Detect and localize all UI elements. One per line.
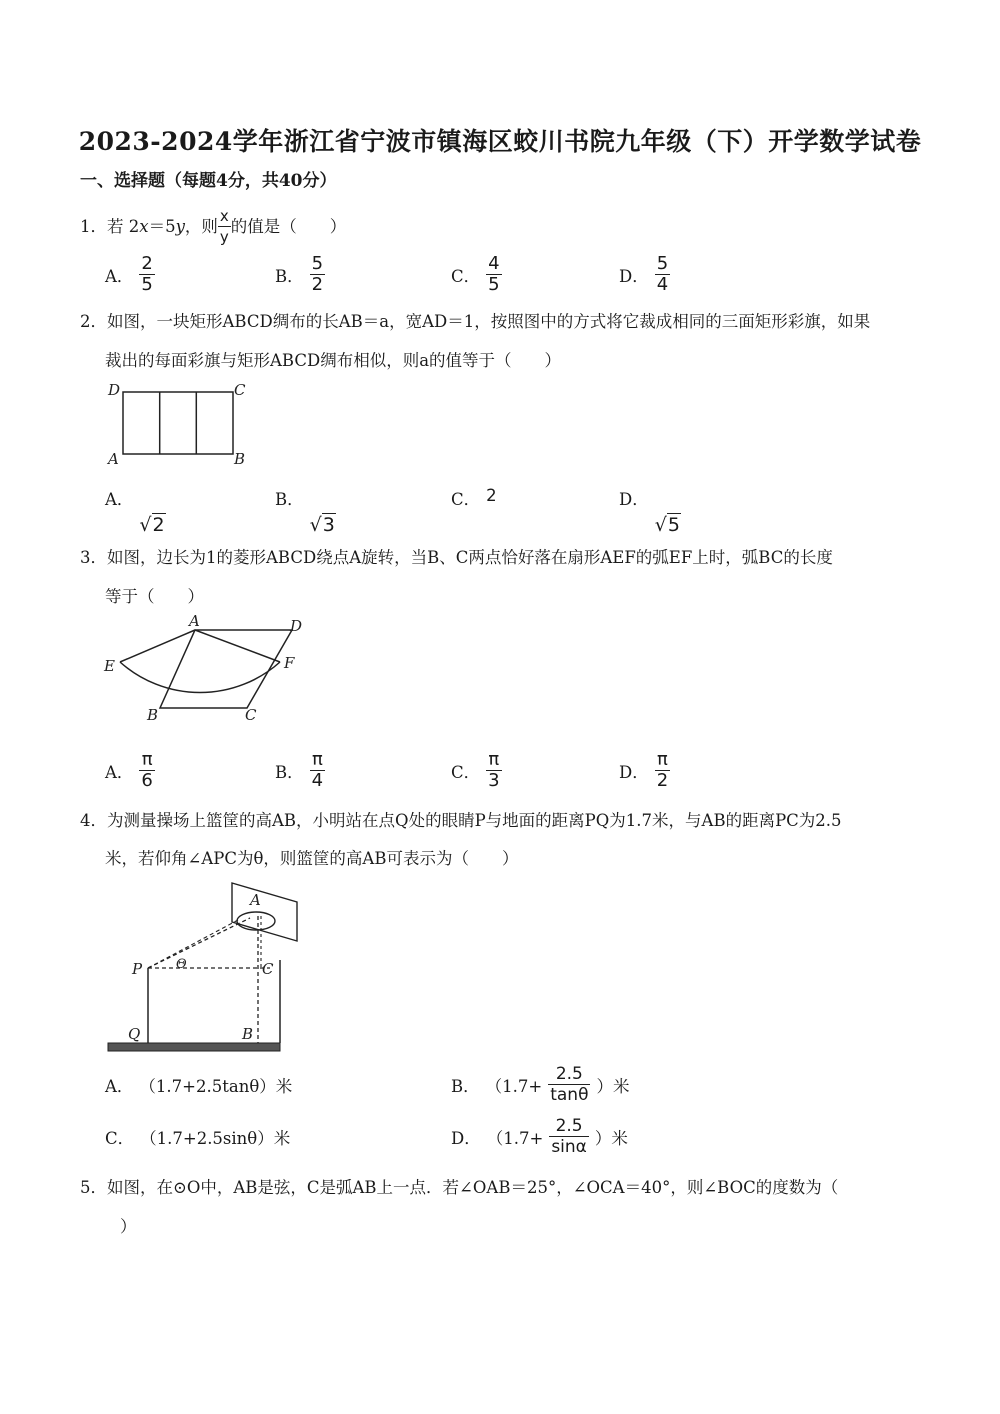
question-2-line-1: 2．如图，一块矩形ABCD绸布的长AB＝a，宽AD＝1，按照图中的方式将它裁成相同的三面矩形彩旗，如果 [80, 312, 871, 331]
line-pa [148, 918, 250, 968]
question-3-line-2: 等于（ ） [105, 587, 204, 606]
fraction-x-over-y: $\frac{x}{y}$ [219, 207, 229, 246]
arc-ef [120, 662, 280, 693]
q2-option-c[interactable]: C． 2 [451, 486, 497, 509]
q1-option-c[interactable]: C． $\frac{4}{5}$ [451, 253, 500, 295]
label-d: D [290, 617, 303, 635]
q2-option-d[interactable]: D． √5 [619, 490, 680, 536]
q4-option-b[interactable]: B． （1.7+ $\frac{2.5}{\tan\theta}$ ）米 [451, 1064, 630, 1105]
label-c: C [234, 381, 246, 399]
label-b: B [147, 706, 159, 724]
question-3-line-1: 3．如图，边长为1的菱形ABCD绕点A旋转，当B、C两点恰好落在扇形AEF的弧EF上时，弧BC的长度 [80, 548, 833, 567]
label-f: F [284, 654, 295, 672]
segment-ae [120, 630, 195, 662]
label-b: B [242, 1025, 254, 1043]
label-a: A [250, 891, 261, 909]
section-heading: 一、选择题（每题4分，共40分） [80, 171, 337, 191]
label-c: C [262, 960, 274, 978]
q1-option-d[interactable]: D． $\frac{5}{4}$ [619, 253, 669, 295]
label-b: B [234, 450, 246, 468]
label-d: D [108, 381, 121, 399]
question-2-line-2: 裁出的每面彩旗与矩形ABCD绸布相似，则a的值等于（ ） [105, 351, 562, 370]
q3-option-a[interactable]: A． $\frac{\pi}{6}$ [105, 749, 153, 791]
q4-option-d[interactable]: D． （1.7+ $\frac{2.5}{\sin\alpha}$ ）米 [451, 1116, 628, 1157]
label-c: C [245, 706, 257, 724]
backboard [232, 883, 297, 941]
rectangle-figure [100, 378, 260, 473]
sight-line-2 [148, 920, 238, 968]
label-p: P [132, 960, 143, 978]
question-5-line-1: 5．如图，在⊙O中，AB是弦，C是弧AB上一点．若∠OAB＝25°，∠OCA＝40°，则∠BOC的度数为（ [80, 1178, 839, 1197]
q1-option-b[interactable]: B． $\frac{5}{2}$ [275, 253, 324, 295]
rectangle-abcd [123, 392, 233, 454]
ground [108, 1043, 280, 1051]
question-5-line-2: ） [120, 1217, 137, 1236]
q1-option-a[interactable]: A． $\frac{2}{5}$ [105, 253, 153, 295]
label-q: Q [128, 1025, 141, 1043]
rhombus-sector-figure [100, 610, 340, 735]
label-a: A [189, 612, 200, 630]
page-title: 2023-2024学年浙江省宁波市镇海区蛟川书院九年级（下）开学数学试卷 [78, 127, 922, 156]
q4-option-c[interactable]: C． （1.7+2.5sinθ）米 [105, 1129, 291, 1148]
question-4-line-1: 4．为测量操场上篮筐的高AB，小明站在点Q处的眼睛P与地面的距离PQ为1.7米，与AB的距离PC为2.5 [80, 811, 842, 830]
q4-option-a[interactable]: A． （1.7+2.5tanθ）米 [105, 1077, 293, 1096]
basketball-hoop-figure [100, 878, 300, 1058]
label-e: E [104, 657, 115, 675]
q2-option-a[interactable]: A． √2 [105, 490, 165, 536]
q3-option-d[interactable]: D． $\frac{\pi}{2}$ [619, 749, 669, 791]
q3-option-b[interactable]: B． $\frac{\pi}{4}$ [275, 749, 324, 791]
question-4-line-2: 米，若仰角∠APC为θ，则篮筐的高AB可表示为（ ） [105, 849, 519, 868]
label-theta: Θ [176, 957, 187, 972]
question-1: 1．若 2 x ＝5 y ，则 $\frac{x}{y}$ 的值是（ ） [80, 207, 347, 246]
segment-af [195, 630, 280, 662]
label-a: A [108, 450, 119, 468]
q2-option-b[interactable]: B． √3 [275, 490, 335, 536]
q3-option-c[interactable]: C． $\frac{\pi}{3}$ [451, 749, 500, 791]
